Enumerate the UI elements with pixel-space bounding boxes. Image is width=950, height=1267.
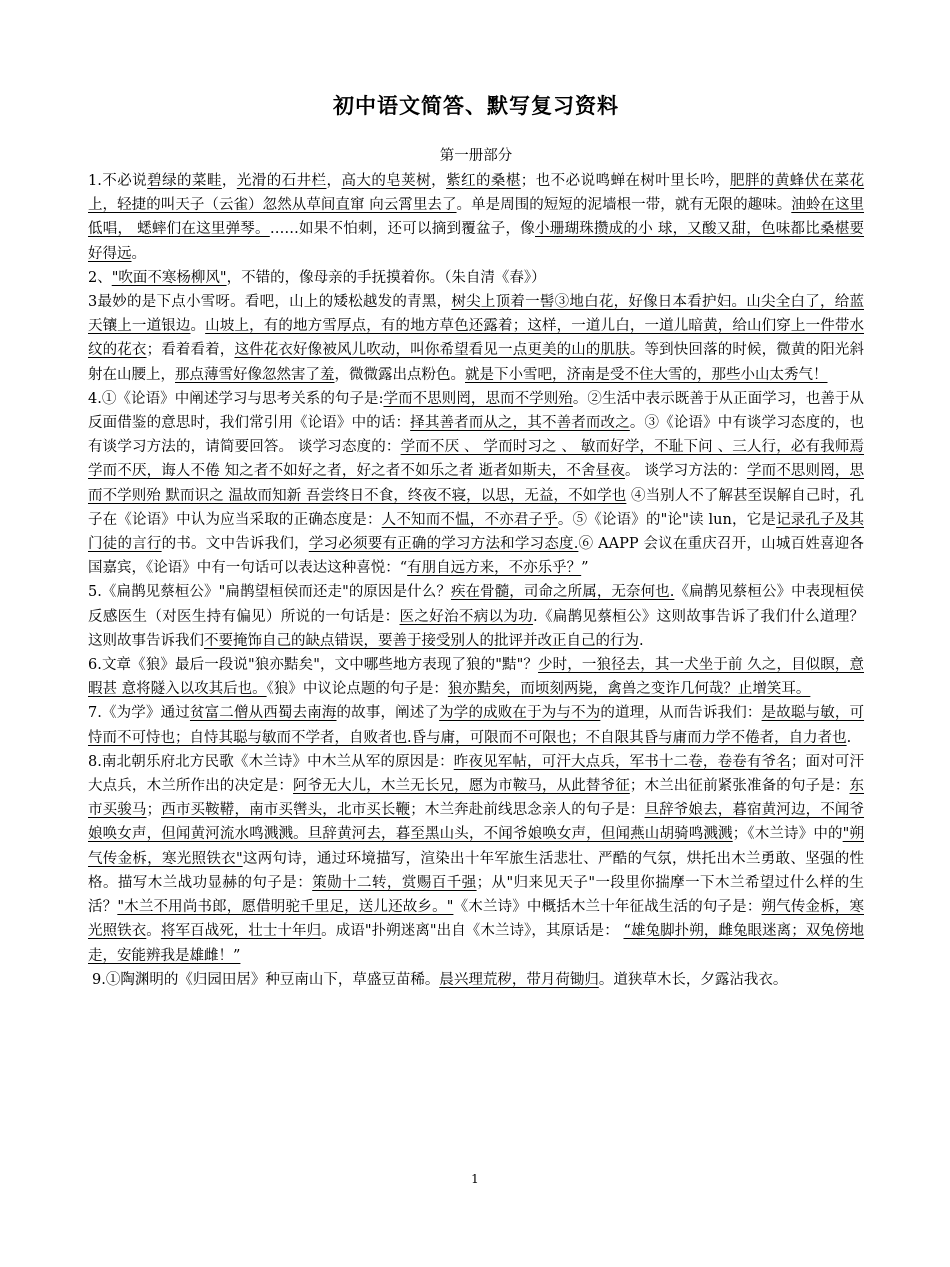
paragraph-text: ⑥ AAPP 会议在重庆召开，山城百姓喜迎各国嘉宾，《论语》中有一句话可以表达这种喜悦：“ [88, 536, 865, 577]
underlined-answer: 学而不思则罔，思而不学则殆 默而识之 温故而知新 吾尝终日不食，终夜不寝，以思，无益，不如学也 [88, 463, 865, 504]
underlined-answer: "朔气传金柝，寒光照铁衣" [88, 826, 864, 867]
underlined-answer: 就是下小雪吧，济南是受不住大雪的，那些小山太秀气！ [465, 366, 828, 383]
underlined-answer: 这件花衣好像被风儿吹动，叫你希望看见一点更美的山的肌肤 [234, 342, 630, 359]
underlined-answer: 策勋十二转，赏赐百千强 [312, 874, 477, 891]
underlined-answer: 记录孔子及其门徒的言行 [88, 511, 864, 553]
paragraph-text: ； [146, 802, 162, 819]
paragraph-text: ；《木兰诗》中的 [732, 826, 843, 843]
paragraph-text: 8.南北朝乐府北方民歌《木兰诗》中木兰从军的原因是： [88, 753, 454, 770]
paragraph-text: ；也不必说鸣蝉在树叶里长吟， [520, 173, 731, 189]
question-paragraph [88, 580, 864, 653]
underlined-answer: 疾在骨髓，司命之所属，无奈何也. [450, 584, 675, 601]
paragraph-text: ，微微露出点粉色。 [334, 366, 465, 383]
paragraph-text: 的道理，从而告诉我们： [600, 705, 762, 722]
paragraph-text: 。成语"扑朔迷离"出自《木兰诗》，其原话是： [321, 923, 624, 940]
underlined-answer: 昨夜见军帖，可汗大点兵，军书十二卷，卷卷有爷名 [453, 753, 791, 770]
underlined-answer: 学习必须要有正确的学习方法和学习态度. [308, 536, 579, 553]
paragraph-text: .《扁鹊见蔡桓公》这则故事告诉了我们什么道理？ 这则故事告诉我们 [88, 608, 865, 649]
underlined-answer: 人不知而不愠，不亦君子乎 [381, 511, 558, 528]
page-number: 1 [471, 1172, 479, 1186]
question-paragraph [88, 387, 864, 581]
paragraph-text: 《扁鹊见蔡桓公》中表现桓侯反感医生（对医生持有偏见）所说的一句话是： [88, 584, 865, 625]
underlined-answer: 油蛉在这里低唱， 蟋蟀们在这里弹琴。 [88, 197, 865, 238]
paragraph-text: 。③《论语》中有谈学习态度的，也有谈学习方法的，请简要回答。 谈学习态度的： [88, 415, 865, 456]
question-paragraph [88, 701, 864, 749]
paragraph-text: ，不错的，像母亲的手抚摸着你。（朱自清《春》） [226, 269, 546, 286]
underlined-answer: 将军百战死，壮士十年归 [160, 923, 322, 940]
paragraph-text: 的故事，阐述了 [336, 705, 440, 722]
paragraph-text: 。②生活中表示既善于从正面学习，也善于从反面借鉴的意思时，我们常引用《论语》中的话： [88, 390, 865, 432]
underlined-answer: 晨兴理荒秽，带月荷锄归 [439, 971, 599, 988]
underlined-answer: 阿爷无大儿，木兰无长兄，愿为市鞍马，从此替爷征 [293, 778, 630, 795]
paragraph-text: 《木兰诗》中概括木兰十年征战生活的句子是： [453, 899, 762, 916]
underlined-answer: 西市买鞍鞯，南市买辔头，北市买长鞭 [161, 802, 411, 819]
paragraph-text: ……如果不怕刺，还可以摘到覆盆子，像 [269, 221, 535, 238]
underlined-answer: 学而不厌 、 学而时习之 、 敏而好学，不耻下问 、三人行，必有我师焉学而不厌，诲人不倦 知之者不如好之者，好之者不如乐之者 逝者如斯夫，不舍昼夜 [88, 439, 865, 480]
paragraph-text: ；木兰出征前紧张准备的句子是： [629, 778, 850, 795]
question-paragraph [88, 169, 864, 266]
underlined-answer: 择其善者而从之，其不善者而改之 [410, 415, 630, 432]
paragraph-text: 4.①《论语》中阐述学习与思考关系的句子是: [88, 390, 384, 407]
paragraph-text: 。 [146, 923, 161, 940]
paragraph-text: ；看着看着， [146, 342, 235, 359]
paragraph-text: ；木兰奔赴前线思念亲人的句子是： [410, 802, 645, 819]
question-paragraph [88, 750, 864, 968]
paragraph-text: ， [431, 173, 447, 189]
paragraph-text: ④当别人不了解甚至误解自己时，孔子在《论语》中认为应当采取的正确态度是： [88, 487, 865, 528]
paragraph-text: 。 [190, 318, 206, 335]
underlined-answer: 贫富二僧从西蜀去南海 [189, 705, 337, 722]
paragraph-text: ；从"归来见天子"一段里你揣摩一下木兰希望过什么样的生活？ [88, 874, 865, 916]
underlined-answer: 光滑的石井栏 [236, 173, 327, 189]
paragraph-text: 1.不必说 [88, 173, 148, 189]
paragraph-text: . [639, 632, 644, 649]
underlined-answer: 为学的成败在于为与不为 [439, 705, 601, 722]
underlined-answer: "木兰不用尚书郎，愿借明驼千里足，送儿还故乡。" [117, 899, 454, 916]
underlined-answer: 学而不思则罔，思而不学则殆 [383, 390, 573, 407]
paragraph-text: 6.文章《狼》最后一段说"狼亦黠矣"，文中哪些地方表现了狼的"黠"？ [88, 657, 539, 674]
underlined-answer: "吹面不寒杨柳风" [111, 269, 227, 286]
paragraph-text: 。 [131, 245, 146, 262]
paragraph-text: ” [581, 560, 589, 577]
underlined-answer: 小珊瑚珠攒成的小 球，又酸又甜，色味都比桑椹要好得远 [88, 221, 865, 262]
underlined-answer: 是故聪与敏，可恃而不可恃也；自恃其聪与敏而不学者，自败者也.昏与庸，可限而不可限也；不自限其昏与庸而力学不倦者，自力者也 [88, 705, 865, 746]
section-heading: 第一册部分 [439, 148, 513, 164]
underlined-answer: 东市买骏马 [88, 778, 865, 819]
question-paragraph [88, 968, 864, 992]
paragraph-text: 3最妙的是下点小雪呀。看吧，山上的矮松越发的青黑， [88, 294, 452, 311]
underlined-answer: “雄兔脚扑朔，雌兔眼迷离；双兔傍地走，安能辨我是雄雌！” [88, 923, 865, 964]
underlined-answer: 山坡上，有的地方雪厚点，有的地方草色还露着；这样，一道儿白，一道儿暗黄，给山们穿上一件带水纹的花衣 [88, 318, 865, 359]
paragraph-text: 《狼》中议论点题的句子是： [266, 681, 448, 698]
paragraph-text: 2、 [88, 269, 112, 286]
underlined-answer: 紫红的桑椹 [446, 173, 521, 189]
paragraph-text: 9.①陶渊明的《归园田居》种豆南山下，草盛豆苗稀。 [92, 971, 440, 988]
paragraph-text: ；面对可汗大点兵，木兰所作出的决定是： [88, 753, 865, 795]
underlined-answer: 碧绿的菜畦 [147, 173, 222, 189]
paragraph-text: 。单是周围的短短的泥墙根一带，就有无限的趣味。 [456, 197, 792, 214]
paragraph-text: 。道狭草木长，夕露沾我衣。 [598, 971, 788, 988]
question-paragraph [88, 653, 864, 701]
paragraph-text: 。⑤《论语》的"论"读 lun，它是 [557, 511, 777, 528]
underlined-answer: 那点薄雪好像忽然害了羞 [175, 366, 335, 383]
paragraph-text: 。 谈学习方法的： [624, 463, 747, 480]
underlined-answer: 朔气传金柝，寒光照铁衣 [88, 899, 864, 940]
underlined-answer: 不要掩饰自己的缺点错误，要善于接受别人的批评并改正自己的行为 [204, 632, 639, 649]
underlined-answer: 肥胖的黄蜂伏在菜花上，轻捷的叫天子（云雀）忽然从草间直窜 向云霄里去了 [88, 173, 865, 214]
underlined-answer: 树尖上顶着一髻③地白花，好像日本看护妇。山尖全白了，给蓝天镶上一道银边 [88, 294, 865, 335]
paragraph-list [88, 169, 864, 992]
paragraph-text: 5.《扁鹊见蔡桓公》"扁鹊望桓侯而还走"的原因是什么？ [88, 584, 451, 601]
underlined-answer: 高大的皂荚树 [341, 173, 432, 189]
paragraph-text: 7.《为学》通过 [88, 705, 190, 722]
underlined-answer: 少时，一狼径去，其一犬坐于前 久之，目似瞑，意暇甚 意将隧入以攻其后也。 [88, 657, 865, 698]
paragraph-text: 的书。文中告诉我们， [161, 536, 309, 553]
paragraph-text: 这两句诗，通过环境描写，渲染出十年军旅生活悲壮、严酷的气氛，烘托出木兰勇敢、坚强的性格。描写木兰战功显赫的句子是： [88, 850, 865, 891]
document-title: 初中语文简答、默写复习资料 [333, 93, 619, 118]
paragraph-text: . [846, 729, 852, 746]
question-paragraph [88, 290, 864, 387]
paragraph-text: 。等到快回落的时候，微黄的阳光斜射在山腰上， [88, 342, 865, 383]
paragraph-text: ， [221, 173, 237, 189]
question-paragraph [88, 266, 864, 290]
underlined-answer: 狼亦黠矣，而顷刻两毙，禽兽之变诈几何哉？止增笑耳。 [447, 681, 811, 698]
underlined-answer: 旦辞爷娘去，暮宿黄河边，不闻爷娘唤女声，但闻黄河流水鸣溅溅。旦辞黄河去，暮至黑山头，不闻爷娘唤女声，但闻燕山胡骑鸣溅溅 [88, 802, 865, 843]
underlined-answer: 有朋自远方来，不亦乐乎？ [407, 560, 582, 577]
paragraph-text: ， [326, 173, 342, 189]
document-page [88, 90, 864, 992]
underlined-answer: 医之好治不病以为功 [399, 608, 534, 625]
